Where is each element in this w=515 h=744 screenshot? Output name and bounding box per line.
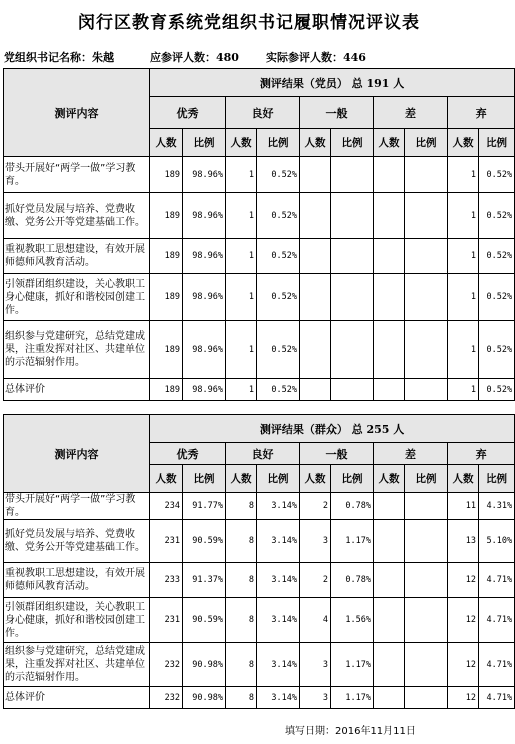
ratio-header: 比例 [183, 129, 226, 157]
party-member-table [3, 68, 515, 401]
count-header: 人数 [448, 465, 479, 493]
count-cell: 234 [150, 493, 183, 520]
ratio-cell [405, 598, 448, 643]
count-cell: 189 [150, 274, 183, 321]
count-cell: 232 [150, 687, 183, 709]
count-cell [374, 321, 405, 379]
ratio-cell: 98.96% [183, 274, 226, 321]
ratio-cell: 98.96% [183, 379, 226, 401]
count-cell: 189 [150, 239, 183, 274]
count-cell [374, 157, 405, 193]
count-cell [300, 274, 331, 321]
ratio-cell: 4.71% [479, 643, 515, 687]
ratio-cell [405, 193, 448, 239]
count-cell: 12 [448, 598, 479, 643]
count-header: 人数 [300, 465, 331, 493]
count-cell: 12 [448, 563, 479, 598]
ratio-cell: 0.52% [479, 274, 515, 321]
count-cell: 189 [150, 193, 183, 239]
level-header: 一般 [300, 97, 374, 129]
table-row [4, 493, 515, 520]
count-cell: 4 [300, 598, 331, 643]
count-cell: 1 [226, 321, 257, 379]
item-text: 总体评价 [4, 687, 150, 709]
ratio-cell: 1.17% [331, 643, 374, 687]
secretary-name: 党组织书记名称：朱越 [4, 51, 114, 64]
count-cell: 1 [448, 193, 479, 239]
ratio-cell: 0.52% [257, 274, 300, 321]
item-text: 带头开展好“两学一做”学习教育。 [4, 493, 150, 520]
ratio-cell: 0.52% [257, 321, 300, 379]
ratio-header: 比例 [405, 129, 448, 157]
ratio-cell: 3.14% [257, 687, 300, 709]
ratio-header: 比例 [183, 465, 226, 493]
ratio-cell: 0.52% [257, 157, 300, 193]
count-cell: 12 [448, 643, 479, 687]
item-text: 重视教职工思想建设，有效开展师德师风教育活动。 [4, 239, 150, 274]
count-cell: 231 [150, 520, 183, 563]
table-row [4, 193, 515, 239]
ratio-cell [331, 193, 374, 239]
ratio-cell: 98.96% [183, 157, 226, 193]
ratio-cell: 0.78% [331, 563, 374, 598]
table-row [4, 274, 515, 321]
count-cell [300, 239, 331, 274]
count-cell: 8 [226, 598, 257, 643]
page-title: 闵行区教育系统党组织书记履职情况评议表 [78, 13, 420, 33]
count-cell [300, 193, 331, 239]
count-cell [374, 598, 405, 643]
table-row [4, 321, 515, 379]
count-cell [374, 379, 405, 401]
count-header: 人数 [374, 465, 405, 493]
item-text: 抓好党员发展与培养、党费收缴、党务公开等党建基础工作。 [4, 520, 150, 563]
count-cell [374, 493, 405, 520]
ratio-cell: 90.59% [183, 598, 226, 643]
count-cell [374, 643, 405, 687]
count-cell: 13 [448, 520, 479, 563]
item-text: 总体评价 [4, 379, 150, 401]
ratio-cell: 0.52% [257, 193, 300, 239]
count-cell: 1 [226, 379, 257, 401]
count-cell: 3 [300, 643, 331, 687]
count-cell [374, 239, 405, 274]
ratio-cell: 1.17% [331, 687, 374, 709]
level-header: 弃 [448, 443, 515, 465]
count-cell: 3 [300, 687, 331, 709]
result-title: 测评结果（党员） 总 191 人 [150, 69, 515, 97]
count-header: 人数 [448, 129, 479, 157]
ratio-header: 比例 [257, 129, 300, 157]
header-row [4, 415, 515, 443]
ratio-cell: 1.17% [331, 520, 374, 563]
count-cell [374, 687, 405, 709]
ratio-cell [405, 379, 448, 401]
ratio-cell [405, 563, 448, 598]
ratio-cell [331, 321, 374, 379]
count-cell: 1 [448, 239, 479, 274]
count-cell [300, 379, 331, 401]
ratio-cell: 90.98% [183, 687, 226, 709]
actual-participants: 实际参评人数：446 [266, 51, 366, 64]
table-row [4, 379, 515, 401]
ratio-cell [331, 239, 374, 274]
ratio-cell: 91.77% [183, 493, 226, 520]
count-cell: 1 [448, 157, 479, 193]
ratio-cell: 5.10% [479, 520, 515, 563]
count-cell: 232 [150, 643, 183, 687]
count-cell: 2 [300, 563, 331, 598]
count-cell [300, 157, 331, 193]
count-cell: 1 [226, 274, 257, 321]
count-cell: 1 [448, 379, 479, 401]
ratio-header: 比例 [257, 465, 300, 493]
ratio-cell: 0.78% [331, 493, 374, 520]
count-cell: 189 [150, 321, 183, 379]
ratio-cell [405, 321, 448, 379]
ratio-cell: 3.14% [257, 643, 300, 687]
count-cell [374, 274, 405, 321]
count-cell: 1 [448, 321, 479, 379]
count-cell [300, 321, 331, 379]
ratio-cell: 98.96% [183, 193, 226, 239]
ratio-cell: 3.14% [257, 520, 300, 563]
ratio-cell: 0.52% [479, 321, 515, 379]
content-header: 测评内容 [4, 415, 150, 493]
ratio-cell [331, 157, 374, 193]
ratio-cell [405, 687, 448, 709]
level-header: 良好 [226, 443, 300, 465]
ratio-cell: 98.96% [183, 239, 226, 274]
fill-date: 填写日期：2016年11月11日 [285, 726, 416, 737]
count-cell: 8 [226, 643, 257, 687]
table-row [4, 643, 515, 687]
ratio-cell [405, 157, 448, 193]
count-cell [374, 563, 405, 598]
ratio-cell [405, 493, 448, 520]
count-cell: 8 [226, 493, 257, 520]
content-header: 测评内容 [4, 69, 150, 157]
ratio-cell: 0.52% [479, 193, 515, 239]
ratio-cell: 3.14% [257, 563, 300, 598]
level-header: 一般 [300, 443, 374, 465]
count-cell [374, 193, 405, 239]
table-row [4, 520, 515, 563]
count-header: 人数 [150, 465, 183, 493]
count-cell: 8 [226, 687, 257, 709]
count-cell: 1 [226, 157, 257, 193]
ratio-cell: 0.52% [479, 379, 515, 401]
ratio-cell: 4.71% [479, 598, 515, 643]
ratio-header: 比例 [405, 465, 448, 493]
ratio-cell [331, 379, 374, 401]
ratio-cell [405, 520, 448, 563]
level-header: 弃 [448, 97, 515, 129]
ratio-cell: 4.71% [479, 563, 515, 598]
level-header: 良好 [226, 97, 300, 129]
ratio-cell: 3.14% [257, 598, 300, 643]
level-header: 优秀 [150, 97, 226, 129]
count-header: 人数 [150, 129, 183, 157]
table-row [4, 687, 515, 709]
ratio-cell [331, 274, 374, 321]
count-cell: 2 [300, 493, 331, 520]
ratio-cell: 4.31% [479, 493, 515, 520]
ratio-cell: 90.98% [183, 643, 226, 687]
ratio-cell: 4.71% [479, 687, 515, 709]
item-text: 引领群团组织建设，关心教职工身心健康，抓好和谐校园创建工作。 [4, 274, 150, 321]
ratio-header: 比例 [331, 465, 374, 493]
count-cell: 1 [226, 239, 257, 274]
count-cell: 189 [150, 157, 183, 193]
ratio-cell: 0.52% [479, 157, 515, 193]
count-cell: 12 [448, 687, 479, 709]
item-text: 带头开展好“两学一做”学习教育。 [4, 157, 150, 193]
count-cell: 1 [226, 193, 257, 239]
item-text: 重视教职工思想建设，有效开展师德师风教育活动。 [4, 563, 150, 598]
table-row [4, 563, 515, 598]
level-header: 优秀 [150, 443, 226, 465]
level-header: 差 [374, 443, 448, 465]
table-row [4, 598, 515, 643]
item-text: 组织参与党建研究，总结党建成果，注重发挥对社区、共建单位的示范辐射作用。 [4, 321, 150, 379]
count-cell [374, 520, 405, 563]
ratio-header: 比例 [479, 129, 515, 157]
ratio-cell: 98.96% [183, 321, 226, 379]
level-header: 差 [374, 97, 448, 129]
should-participants: 应参评人数：480 [150, 51, 239, 64]
count-cell: 3 [300, 520, 331, 563]
count-cell: 233 [150, 563, 183, 598]
count-header: 人数 [226, 465, 257, 493]
ratio-cell [405, 643, 448, 687]
result-title: 测评结果（群众） 总 255 人 [150, 415, 515, 443]
item-text: 组织参与党建研究，总结党建成果，注重发挥对社区、共建单位的示范辐射作用。 [4, 643, 150, 687]
ratio-cell: 1.56% [331, 598, 374, 643]
count-header: 人数 [374, 129, 405, 157]
ratio-cell [405, 274, 448, 321]
count-cell: 8 [226, 520, 257, 563]
ratio-cell: 3.14% [257, 493, 300, 520]
count-header: 人数 [226, 129, 257, 157]
ratio-cell: 90.59% [183, 520, 226, 563]
ratio-header: 比例 [331, 129, 374, 157]
table-row [4, 239, 515, 274]
count-cell: 1 [448, 274, 479, 321]
count-header: 人数 [300, 129, 331, 157]
public-table [3, 414, 515, 709]
ratio-header: 比例 [479, 465, 515, 493]
ratio-cell: 0.52% [479, 239, 515, 274]
item-text: 引领群团组织建设，关心教职工身心健康，抓好和谐校园创建工作。 [4, 598, 150, 643]
ratio-cell: 0.52% [257, 379, 300, 401]
ratio-cell: 91.37% [183, 563, 226, 598]
count-cell: 11 [448, 493, 479, 520]
ratio-cell [405, 239, 448, 274]
header-row [4, 69, 515, 97]
item-text: 抓好党员发展与培养、党费收缴、党务公开等党建基础工作。 [4, 193, 150, 239]
count-cell: 231 [150, 598, 183, 643]
count-cell: 8 [226, 563, 257, 598]
ratio-cell: 0.52% [257, 239, 300, 274]
table-row [4, 157, 515, 193]
count-cell: 189 [150, 379, 183, 401]
